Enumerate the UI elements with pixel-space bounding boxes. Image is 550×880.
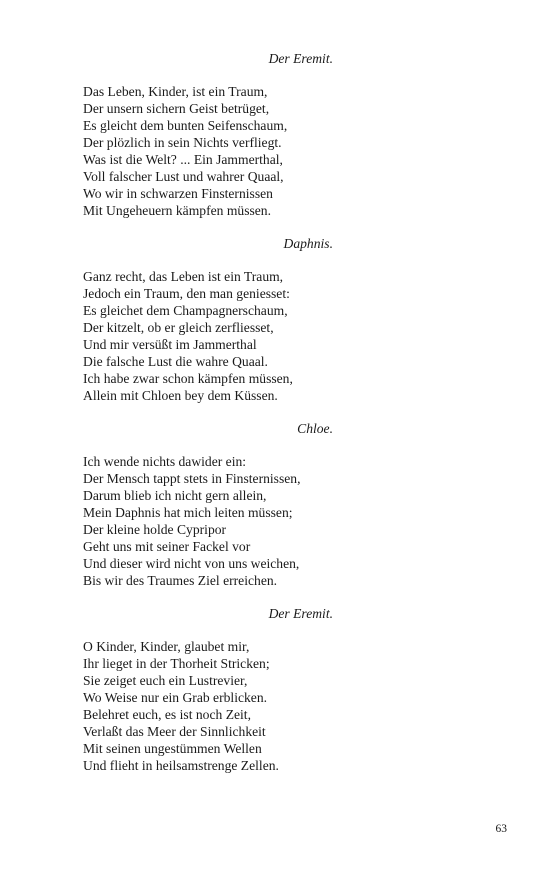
verse-line: Ich habe zwar schon kämpfen müssen,	[83, 371, 293, 386]
verse-line: Und flieht in heilsamstrenge Zellen.	[83, 758, 279, 773]
stanza	[83, 420, 333, 589]
verse-lines	[83, 638, 333, 774]
verse-line: Mit Ungeheuern kämpfen müssen.	[83, 203, 272, 218]
verse-line: Der plözlich in sein Nichts verfliegt.	[83, 135, 282, 150]
speaker-name: Der Eremit.	[268, 51, 333, 66]
verse-lines	[83, 453, 333, 589]
verse-line: Der kitzelt, ob er gleich zerfliesset,	[83, 320, 274, 335]
stanza	[83, 605, 333, 774]
verse-line: Ganz recht, das Leben ist ein Traum,	[83, 269, 284, 284]
verse-line: Der Mensch tappt stets in Finsternissen,	[83, 471, 301, 486]
speaker-name: Chloe.	[297, 421, 333, 436]
verse-line: Und dieser wird nicht von uns weichen,	[83, 556, 300, 571]
verse-line: Es gleicht dem bunten Seifenschaum,	[83, 118, 288, 133]
verse-line: Geht uns mit seiner Fackel vor	[83, 539, 251, 554]
verse-line: Mit seinen ungestümmen Wellen	[83, 741, 262, 756]
verse-line: Jedoch ein Traum, den man geniesset:	[83, 286, 290, 301]
verse-line: Das Leben, Kinder, ist ein Traum,	[83, 84, 268, 99]
page-number: 63	[495, 823, 507, 835]
stanza	[83, 235, 333, 404]
speaker-name: Daphnis.	[283, 236, 333, 251]
verse-line: Wo Weise nur ein Grab erblicken.	[83, 690, 268, 705]
verse-line: Es gleichet dem Champagnerschaum,	[83, 303, 288, 318]
verse-line: Verlaßt das Meer der Sinnlichkeit	[83, 724, 266, 739]
poem-body	[83, 50, 333, 790]
speaker-name: Der Eremit.	[268, 606, 333, 621]
verse-line: Bis wir des Traumes Ziel erreichen.	[83, 573, 278, 588]
verse-lines	[83, 268, 333, 404]
verse-line: Der kleine holde Cypripor	[83, 522, 227, 537]
verse-line: Ihr lieget in der Thorheit Stricken;	[83, 656, 270, 671]
verse-line: Sie zeiget euch ein Lustrevier,	[83, 673, 248, 688]
stanza	[83, 50, 333, 219]
verse-line: Voll falscher Lust und wahrer Quaal,	[83, 169, 284, 184]
verse-line: O Kinder, Kinder, glaubet mir,	[83, 639, 250, 654]
verse-line: Die falsche Lust die wahre Quaal.	[83, 354, 268, 369]
verse-line: Ich wende nichts dawider ein:	[83, 454, 247, 469]
verse-line: Belehret euch, es ist noch Zeit,	[83, 707, 251, 722]
verse-lines	[83, 83, 333, 219]
verse-line: Und mir versüßt im Jammerthal	[83, 337, 257, 352]
verse-line: Was ist die Welt? ... Ein Jammerthal,	[83, 152, 283, 167]
verse-line: Allein mit Chloen bey dem Küssen.	[83, 388, 278, 403]
verse-line: Der unsern sichern Geist betrüget,	[83, 101, 270, 116]
verse-line: Mein Daphnis hat mich leiten müssen;	[83, 505, 293, 520]
verse-line: Darum blieb ich nicht gern allein,	[83, 488, 267, 503]
verse-line: Wo wir in schwarzen Finsternissen	[83, 186, 273, 201]
